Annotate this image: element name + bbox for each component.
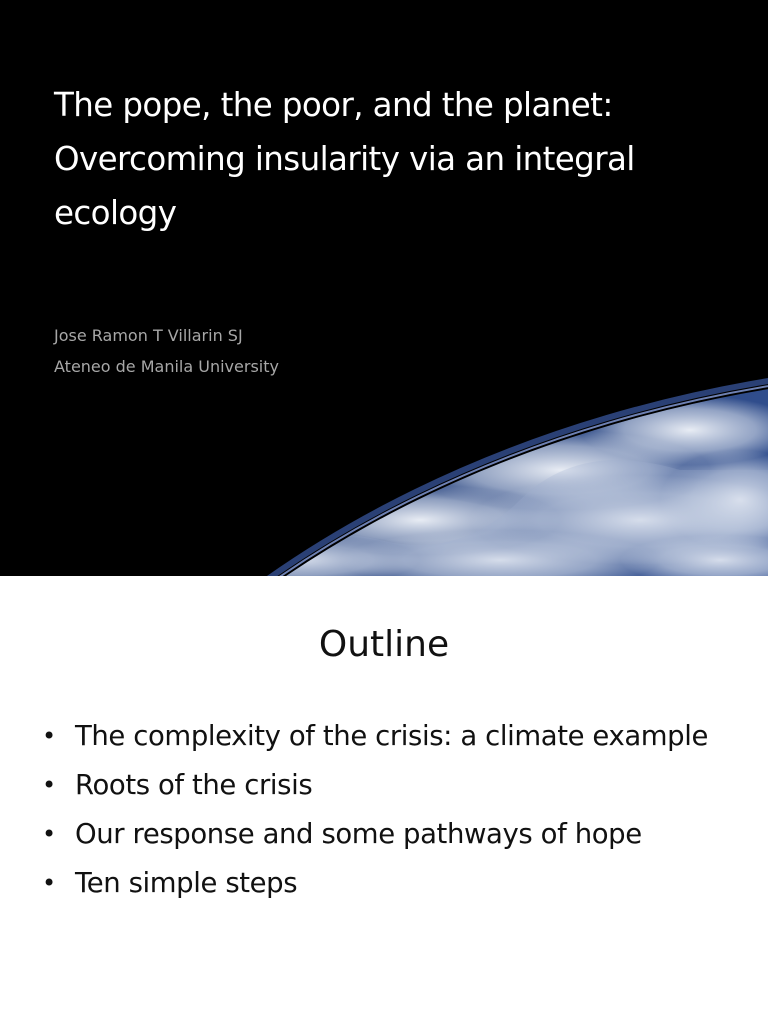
bullet-icon: • (42, 869, 56, 897)
outline-slide (0, 576, 768, 1024)
outline-item-text: Our response and some pathways of hope (75, 818, 642, 850)
outline-list (42, 716, 708, 912)
presentation-title (54, 78, 744, 240)
title-line-1: The pope, the poor, and the planet: (54, 86, 613, 124)
bullet-icon: • (42, 820, 56, 848)
outline-item (42, 814, 708, 863)
presenter-info (54, 320, 279, 382)
outline-heading: Outline (318, 624, 450, 665)
outline-item-text: The complexity of the crisis: a climate example (75, 720, 708, 752)
outline-item (42, 716, 708, 765)
bullet-icon: • (42, 771, 56, 799)
outline-item-text: Roots of the crisis (75, 769, 313, 801)
outline-item-text: Ten simple steps (75, 867, 298, 899)
title-line-3: ecology (54, 194, 177, 232)
author-name: Jose Ramon T Villarin SJ (54, 326, 243, 345)
cloud-layer (180, 395, 768, 576)
bullet-icon: • (42, 722, 56, 750)
title-line-2: Overcoming insularity via an integral (54, 140, 635, 178)
affiliation: Ateneo de Manila University (54, 357, 279, 376)
outline-item (42, 765, 708, 814)
outline-item (42, 863, 708, 912)
